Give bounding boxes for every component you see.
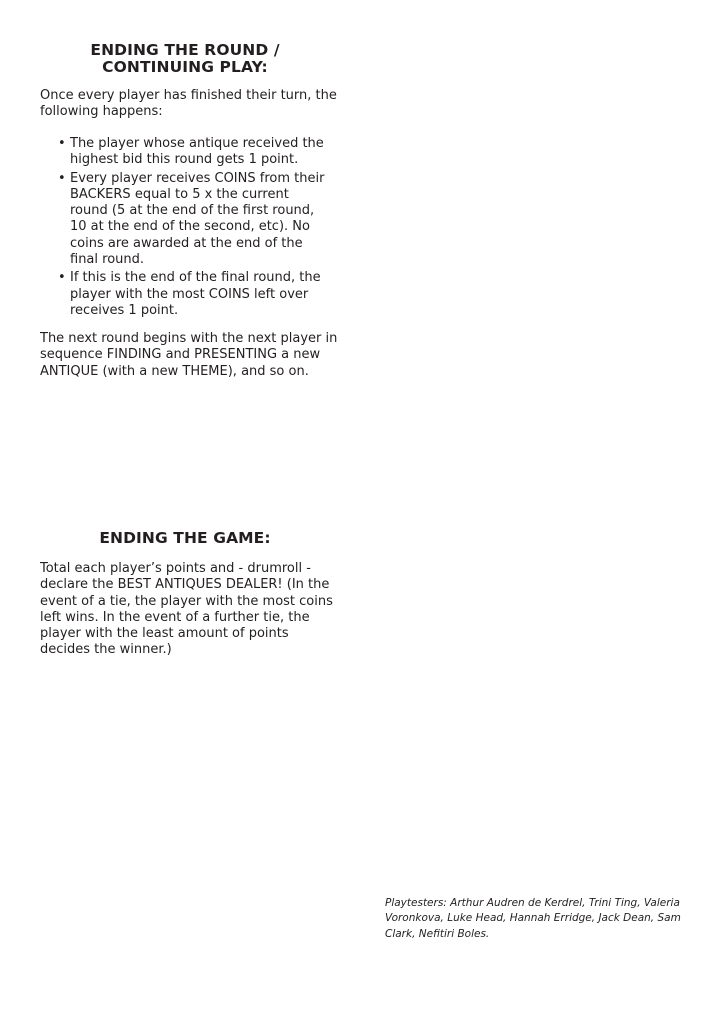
heading-line-1: ENDING THE GAME: [99, 529, 271, 547]
bullet-icon: • [58, 170, 66, 186]
game-end-paragraph: Total each player’s points and - drumroll - declare the BEST ANTIQUES DEALER! (In the event of a tie, the player with the most coins left wins. In the event of a further tie, the player with the least amount of points decides the winner.) [40, 561, 333, 658]
bullet-icon: • [58, 136, 66, 151]
round-intro-paragraph: Once every player has finished their turn, the following happens: [40, 88, 337, 120]
heading-line-1: ENDING THE ROUND / [90, 41, 280, 59]
round-outro-paragraph: The next round begins with the next player in sequence FINDING and PRESENTING a new ANTIQUE (with a new THEME), and so on. [40, 331, 338, 379]
round-bullet-list [58, 136, 330, 321]
bullet-text: Every player receives COINS from their BACKERS equal to 5 x the current round (5 at the end of the first round, 10 at the end of the second, etc). No coins are awarded at the end of the final round. [70, 170, 325, 268]
list-item [58, 270, 330, 319]
heading-ending-the-game [40, 530, 330, 547]
bullet-text: If this is the end of the final round, the player with the most COINS left over receives 1 point. [70, 270, 321, 318]
list-item [58, 171, 330, 269]
heading-ending-the-round [40, 42, 330, 76]
bullet-text: The player whose antique received the highest bid this round gets 1 point. [70, 136, 324, 168]
list-item [58, 136, 330, 169]
playtesters-credits: Playtesters: Arthur Audren de Kerdrel, Trini Ting, Valeria Voronkova, Luke Head, Hannah Erridge, Jack Dean, Sam Clark, Nefitiri Boles. [385, 897, 681, 940]
heading-line-2: CONTINUING PLAY: [102, 58, 268, 76]
bullet-icon: • [58, 270, 66, 286]
